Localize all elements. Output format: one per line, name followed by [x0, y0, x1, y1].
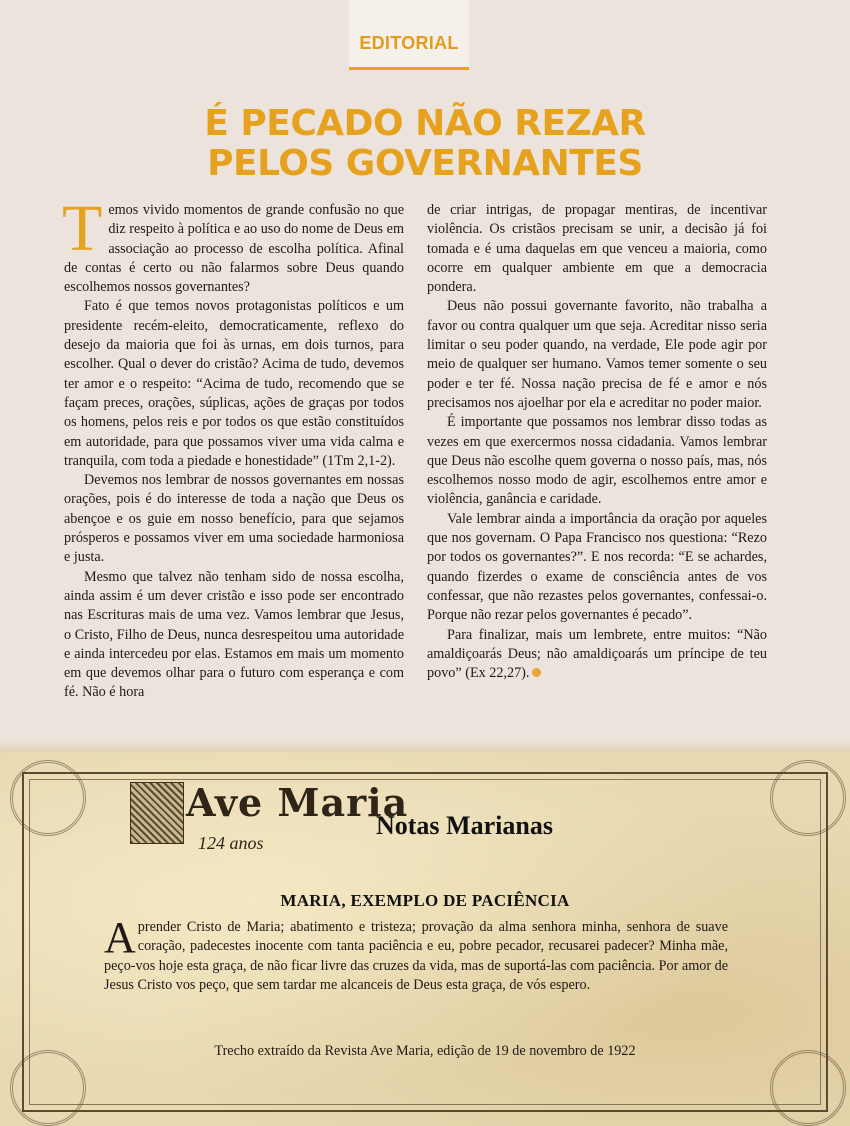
paragraph: [62, 192, 404, 297]
ave-maria-anniversary: 124 anos: [198, 833, 264, 853]
paragraph: Devemos nos lembrar de nossos governantes em nossas orações, pois é do interesse de toda a nação que Deus os abençoe e os guie em nosso benefício, para que sejamos prósperos e possamos viver em uma sociedade harmoniosa e justa.: [64, 472, 404, 566]
corner-ornament-icon: [770, 1050, 846, 1126]
corner-ornament-icon: [10, 760, 86, 836]
ave-maria-logo-icon: [130, 782, 184, 844]
left-column: [62, 192, 404, 703]
paragraph: Vale lembrar ainda a importância da oração por aqueles que nos governam. O Papa Francisco nos questiona: “Rezo por todos os governantes?”. E nos recorda: “E se achardes, quando fizerdes o exame de consciência antes de vos confessar, que não rezastes pelos governantes, confessai-o. Porque não rezar pelos governantes é pecado”.: [427, 510, 767, 624]
notas-title: Notas Marianas: [376, 811, 553, 840]
article-title-line2: PELOS GOVERNANTES: [207, 143, 643, 184]
paragraph: Mesmo que talvez não tenham sido de nossa escolha, ainda assim é um dever cristão e isso pode ser encontrado nas Escrituras mais de uma vez. Vamos lembrar que Jesus, o Cristo, Filho de Deus, nunca desrespeitou uma autoridade e ainda intercedeu por elas. Estamos em mais um momento em que devemos olhar para o futuro com esperança e com fé. Não é hora: [64, 568, 404, 701]
paragraph-text: emos vivido momentos de grande confusão no que diz respeito à política e ao uso do nome de Deus em associação ao processo de escolha política. Afinal de contas é certo ou não falarmos sobre Deus quando escolhemos nossos governantes?: [64, 202, 404, 296]
article-title-line1: É PECADO NÃO REZAR: [204, 103, 646, 144]
notas-body-text: prender Cristo de Maria; abatimento e tristeza; provação da alma senhora minha, senhora de suave coração, padecestes inocente com tanta paciência e eu, pobre pecador, recusarei padecer? Minha mãe, peço-vos hoje esta graça, de não ficar livre das cruzes da vida, mas de suportá-las com paciência. Por amor de Jesus Cristo vos peço, que sem tardar me alcanceis de Deus esta graça, de vós espero.: [104, 919, 728, 993]
corner-ornament-icon: [10, 1050, 86, 1126]
paragraph: Deus não possui governante favorito, não trabalha a favor ou contra qualquer um que seja. Acreditar nisso seria limitar o seu poder quando, na verdade, Ele pode agir por meio de qualquer ser humano. Vamos temer somente o seu poder e ter fé. Nossa nação precisa de fé e amor e nós precisamos nos ajoelhar por ela e acreditar no poder maior.: [427, 298, 767, 411]
drop-cap: A: [104, 913, 136, 962]
article-title: [0, 104, 850, 184]
notas-body: [104, 913, 728, 995]
paragraph-text: Para finalizar, mais um lembrete, entre muitos: “Não amaldiçoarás Deus; não amaldiçoarás um príncipe de teu povo” (Ex 22,27).: [427, 626, 767, 682]
right-column: [427, 201, 767, 683]
drop-cap: T: [62, 192, 103, 265]
ave-maria-logo-text: Ave Maria: [186, 780, 409, 825]
paragraph: de criar intrigas, de propagar mentiras, de incentivar violência. Os cristãos precisam se unir, a decisão já foi tomada e é uma daquelas em que venceu a maioria, como ocorre em qualquer ambiente em que a democracia pondera.: [427, 202, 767, 296]
paragraph: É importante que possamos nos lembrar disso todas as vezes em que exercermos nossa cidadania. Vamos lembrar que Deus não escolhe quem governa o nosso país, mas, nós escolhemos nosso modo de agir, escolhemos entre amor e violência, ganância e caridade.: [427, 414, 767, 508]
paragraph: [427, 626, 767, 684]
notas-heading: MARIA, EXEMPLO DE PACIÊNCIA: [280, 891, 570, 910]
section-tab: [349, 0, 469, 70]
corner-ornament-icon: [770, 760, 846, 836]
section-tab-label: EDITORIAL: [359, 33, 459, 53]
notas-caption: Trecho extraído da Revista Ave Maria, edição de 19 de novembro de 1922: [214, 1043, 636, 1059]
end-mark-icon: [532, 668, 541, 677]
paragraph: Fato é que temos novos protagonistas políticos e um presidente recém-eleito, democraticamente, reflexo do desejo da maioria que foi às urnas, em dois turnos, para escolher. Qual o dever do cristão? Acima de tudo, devemos ter amor e o respeito: “Acima de tudo, recomendo que se façam preces, orações, súplicas, ações de graças por todos os homens, pelos reis e por todos os que estão constituídos em autoridade, para que possamos viver uma vida calma e tranquila, com toda a piedade e honestidade” (1Tm 2,1-2).: [64, 298, 404, 469]
